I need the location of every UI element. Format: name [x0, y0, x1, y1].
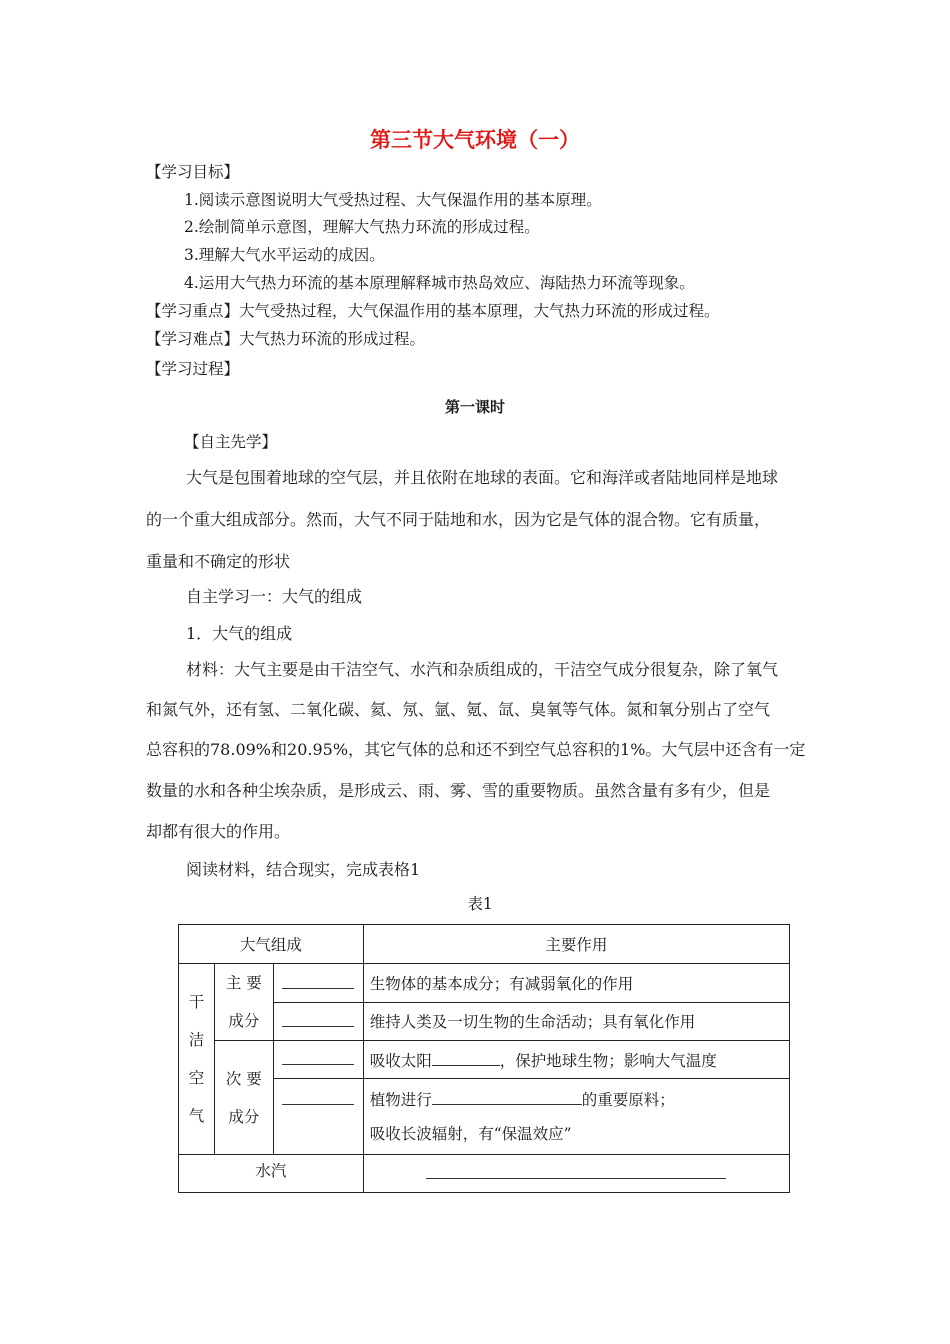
table-caption: 表1 — [467, 895, 493, 913]
lesson-title: 第一课时 — [444, 398, 505, 416]
section-heading: 1．大气的组成 — [186, 624, 293, 643]
answer-blank[interactable] — [273, 964, 363, 1003]
key-points: 【学习重点】大气受热过程，大气保温作用的基本原理，大气热力环流的形成过程。 — [146, 302, 720, 320]
objective-item: 2.绘制简单示意图，理解大气热力环流的形成过程。 — [184, 218, 540, 236]
major-components-label: 主 要 成分 — [214, 964, 273, 1041]
material-line: 却都有很大的作用。 — [146, 822, 291, 841]
header-composition: 大气组成 — [179, 925, 364, 964]
answer-blank[interactable] — [432, 1050, 500, 1066]
table-row — [179, 1155, 790, 1193]
table-row — [179, 1041, 790, 1079]
answer-blank[interactable] — [363, 1155, 789, 1193]
water-vapor-label: 水汽 — [179, 1155, 364, 1193]
intro-line: 的一个重大组成部分。然而，大气不同于陆地和水，因为它是气体的混合物。它有质量， — [146, 510, 771, 529]
composition-table — [178, 924, 790, 1193]
minor-components-label: 次 要 成分 — [214, 1041, 273, 1155]
row2-function: 维持人类及一切生物的生命活动；具有氧化作用 — [363, 1002, 789, 1041]
row3-function: 吸收太阳 ，保护地球生物；影响大气温度 — [363, 1041, 789, 1079]
study-one-heading: 自主学习一：大气的组成 — [186, 587, 363, 606]
answer-blank[interactable] — [273, 1002, 363, 1041]
page-title: 第三节大气环境（一） — [370, 127, 580, 152]
row4-function: 植物进行 的重要原料； 吸收长波辐射，有“保温效应” — [363, 1079, 789, 1155]
answer-blank[interactable] — [273, 1079, 363, 1155]
dry-air-label: 干 洁 空 气 — [179, 964, 215, 1155]
self-study-heading: 【自主先学】 — [184, 433, 278, 451]
table-row — [179, 964, 790, 1003]
intro-line: 大气是包围着地球的空气层，并且依附在地球的表面。它和海洋或者陆地同样是地球 — [186, 468, 779, 487]
row1-function: 生物体的基本成分；有减弱氧化的作用 — [363, 964, 789, 1003]
header-function: 主要作用 — [363, 925, 789, 964]
objectives-heading: 【学习目标】 — [146, 163, 240, 181]
material-line: 数量的水和各种尘埃杂质，是形成云、雨、雾、雪的重要物质。虽然含量有多有少，但是 — [146, 781, 771, 800]
material-line: 材料：大气主要是由干洁空气、水汽和杂质组成的，干洁空气成分很复杂，除了氧气 — [186, 660, 779, 679]
process-heading: 【学习过程】 — [146, 360, 240, 378]
answer-blank[interactable] — [273, 1041, 363, 1079]
table-header-row — [179, 925, 790, 964]
objective-item: 1.阅读示意图说明大气受热过程、大气保温作用的基本原理。 — [184, 191, 602, 209]
material-line: 总容积的78.09%和20.95%，其它气体的总和还不到空气总容积的1%。大气层中还含有一定 — [146, 740, 806, 759]
instruction: 阅读材料，结合现实，完成表格1 — [186, 860, 421, 879]
intro-line: 重量和不确定的形状 — [146, 552, 291, 571]
objective-item: 3.理解大气水平运动的成因。 — [184, 246, 385, 264]
objective-item: 4.运用大气热力环流的基本原理解释城市热岛效应、海陆热力环流等现象。 — [184, 274, 695, 292]
answer-blank[interactable] — [432, 1089, 582, 1105]
material-line: 和氮气外，还有氢、二氧化碳、氦、氖、氩、氪、氙、臭氧等气体。氮和氧分别占了空气 — [146, 700, 771, 719]
difficulties: 【学习难点】大气热力环流的形成过程。 — [146, 330, 426, 348]
